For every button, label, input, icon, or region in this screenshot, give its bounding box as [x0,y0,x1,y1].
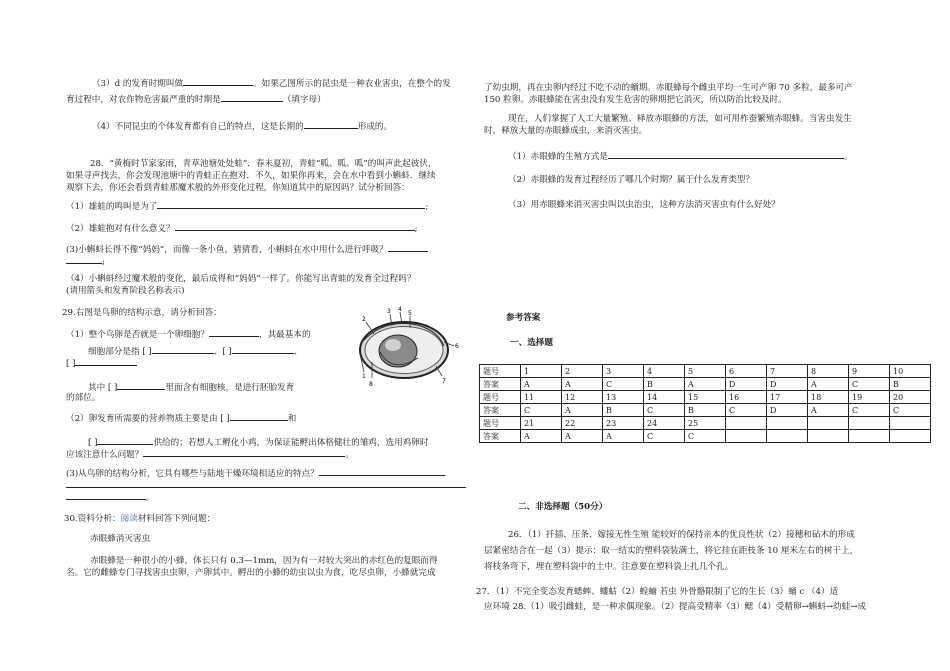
q29-sub1-line1 [66,327,311,341]
table-cell: D [726,378,767,391]
q27-4-text-b: 形成的。 [357,122,393,132]
q29-sub2-line3: 应该注意什么问题？ 。 [66,447,354,461]
answer-26-line2: 层紧密结合在一起（3）提示：取一结实的塑料袋装满土，将它挂在距枝条 10 厘米左右的树干上， [484,546,859,556]
q27-3-text-b: 。如果乙图所示的昆虫是一种农业害虫，在整个的发 [253,79,451,89]
answer-27-line1: 27．（1）不完全变态发育蟋蟀、螻蛄（2）蝗蝻 若虫 外骨骼限制了它的生长（3）蛹 c （4）适 [476,587,839,597]
q30-sub3: （3）用赤眼蜂来消灭害虫叫以虫治虫，这种方法消灭害虫有什么好处？ [508,200,780,210]
table-cell: C [849,378,890,391]
table-cell [890,417,931,430]
q29-1-text-a: （1）整个鸟卵是否就是一个卵细胞？ [66,330,209,340]
table-cell [726,430,767,443]
table-cell: A [808,404,849,417]
table-row [480,430,931,443]
q29-3-text: (3)从鸟卵的结构分析，它具有哪些与陆地干燥环境相适应的特点？ [66,469,319,479]
table-row-header: 题号 [480,391,521,404]
egg-label-1: 1 [362,373,366,380]
q29-2-text-c: [ ] [88,438,98,448]
bird-egg-diagram [352,306,462,388]
table-row-header: 题号 [480,365,521,378]
q30-material-p2: 名。它的雌蜂专门寻找害虫虫卵，产卵其中。孵出的小蜂的幼虫以虫为食，吃尽虫卵，小蜂就完成 [66,568,436,578]
answer-blank[interactable] [230,411,288,421]
q30-material-p1: 赤眼蜂是一种很小的小蜂，体长只有 0.3—1mm，因为有一对较大突出的赤红色的复眼而得 [90,556,438,566]
table-cell [808,430,849,443]
q29-2-text-b: 和 [287,414,297,424]
table-cell [849,417,890,430]
table-cell: A [808,378,849,391]
table-cell: A [562,404,603,417]
q29-1-text-d: 、[ ] [213,347,232,357]
table-row [480,391,931,404]
q27-4-text-a: （4）不同昆虫的个体发育都有自己的特点，这是长期的 [92,122,304,132]
table-cell: 21 [521,417,562,430]
table-cell [890,430,931,443]
q30-text-a: 30.资料分析： [64,514,121,524]
table-cell: 12 [562,391,603,404]
table-cell: 24 [644,417,685,430]
q29-1-text-c: 细胞部分是指 [ ] [88,347,152,357]
table-cell: 10 [890,365,931,378]
answer-blank[interactable] [152,344,214,354]
q28-sub4-line2: (请用箭头和发育阶段名称表示) [66,286,185,296]
table-cell: 1 [521,365,562,378]
table-cell: D [767,378,808,391]
answer-blank[interactable] [75,356,137,366]
q30-material-p3: 了幼虫期，再在虫卵内经过不吃不动的蛹期。赤眼蜂每个雌虫平均一生可产卵 70 多粒，最多可产 [484,83,853,93]
table-cell: 7 [767,365,808,378]
table-cell [767,417,808,430]
table-cell: C [726,404,767,417]
q28-sub4-line1: （4）小蝌蚪经过魔术般的变化，最后成得和“妈妈”一样了。你能写出青蛙的发育全过程吗？ [66,274,416,284]
answer-blank[interactable] [66,490,146,500]
q27-part4 [92,119,392,133]
table-cell: 22 [562,417,603,430]
table-cell: 11 [521,391,562,404]
q30-text-b: 材料回答下列问题： [137,514,216,524]
answer-27-line2: 应环境 28.（1）吸引雌蛙，是一种求偶现象。（2）提高受精率（3）鳃（4）受精卵→蝌蚪→幼蛙→成 [484,602,867,612]
q30-sub1-text: （1）赤眼蜂的生殖方式是 [508,152,608,162]
q30-read-link[interactable]: 阅读 [120,514,138,524]
q28-intro-2: 如果寻声找去，你会发现池塘中的青蛙正在抱对．不久，如果你再来，会在水中看到小蝌蚪．继续 [66,171,436,181]
q28-sub2-text: （2）雄蛙抱对有什么意义？ [66,224,175,234]
q28-sub3-text: (3)小蝌蚪长得不像“妈妈”，而像一条小鱼，猜猜看，小蝌蚪在水中用什么进行呼吸？ [66,245,388,255]
q29-1-text-h: 里面含有细胞核，是进行胚胎发育 [165,383,295,393]
q27-part3-line2 [66,92,326,106]
table-cell [767,430,808,443]
q28-sub1-text: （1）雄蛙的鸣叫是为了 [66,202,158,212]
egg-label-2: 2 [362,316,366,323]
table-cell: B [644,378,685,391]
answer-blank[interactable] [221,92,283,102]
table-cell: 4 [644,365,685,378]
table-cell: C [685,430,726,443]
q27-part3-line1 [92,76,451,90]
egg-label-8: 8 [369,381,373,388]
table-row-header: 答案 [480,430,521,443]
q29-sub1-line3 [66,356,137,370]
table-row [480,378,931,391]
q28-sub2: （2）雄蛙抱对有什么意义？ ; [66,221,418,235]
table-cell [849,430,890,443]
q27-3-text-a: （3）d 的发育时期叫做 [92,79,184,89]
section2-heading: 二、非选择题（50分） [518,502,608,512]
table-cell: C [890,404,931,417]
table-cell: B [685,404,726,417]
table-cell: A [562,378,603,391]
table-cell: 23 [603,417,644,430]
answer-blank[interactable] [388,242,428,252]
table-cell: C [644,404,685,417]
q30-material-title: 赤眼蜂消灭害虫 [90,534,151,544]
table-cell: 25 [685,417,726,430]
table-cell: 17 [767,391,808,404]
yolk [379,335,417,367]
answer-blank[interactable] [304,119,358,129]
egg-label-6: 6 [455,343,459,350]
table-cell: C [644,430,685,443]
q29-1-text-f: [ ] [66,359,76,369]
answer-blank[interactable] [97,435,153,445]
answer-blank[interactable] [608,149,844,159]
table-cell: C [849,404,890,417]
q28-intro-3: 观察下去，你还会看到青蛙那魔术般的外形变化过程，你知道其中的原因吗？试分析回答： [66,183,410,193]
q29-2-text-a: （2）卵发育所需要的营养物质主要是由 [ ] [66,414,230,424]
answer-blank[interactable] [66,478,466,488]
egg-label-7: 7 [442,378,446,385]
table-cell: A [521,378,562,391]
q30-material-p6: 时，释放大量的赤眼蜂成虫，来消灭害虫。 [484,126,648,136]
q29-title: 29.右图是鸟卵的结构示意，请分析回答： [62,308,222,318]
q29-1-text-b: ，其最基本的 [258,330,311,340]
answer-table [479,364,931,443]
table-cell: D [767,404,808,417]
table-cell: C [521,404,562,417]
table-cell: 16 [726,391,767,404]
table-cell: A [685,378,726,391]
q30-sub2: （2）赤眼蜂的发育过程经历了哪几个时期？属于什么发育类型？ [508,175,755,185]
table-cell: B [890,378,931,391]
answer-blank[interactable] [117,380,165,390]
q30-material-p4: 150 粒卵。赤眼蜂能在害虫没有发生危害的卵期把它消灭，所以防治比较及时。 [484,95,787,105]
section1-heading: 一、选择题 [510,338,553,348]
q29-1-text-e: 、 [293,347,303,357]
table-cell: 9 [849,365,890,378]
answer-blank[interactable] [143,447,345,457]
table-cell: 18 [808,391,849,404]
q28-sub3 [66,242,428,256]
table-cell: 3 [603,365,644,378]
table-cell: 6 [726,365,767,378]
table-cell [726,417,767,430]
table-cell: 13 [603,391,644,404]
answer-26-line1: 26．（1）扦插、压条、嫁接无性生殖 能较好的保持亲本的优良性状（2）接穗和砧木的形成 [508,530,855,540]
table-cell [808,417,849,430]
table-row-header: 答案 [480,378,521,391]
q29-2-text-e: 应该注意什么问题？ [66,450,144,460]
table-cell: C [603,378,644,391]
answer-blank[interactable] [232,344,294,354]
answer-26-line3: 将枝条弯下，埋在塑料袋中的土中。注意要在塑料袋上扎几个孔。 [484,562,734,572]
q28-sub1: （1）雄蛙的鸣叫是为了 ; [66,199,428,213]
answer-blank[interactable] [183,76,253,86]
q29-sub2-line1 [66,411,296,425]
q29-sub1-line5: 的部位。 [66,393,101,403]
table-cell: 20 [890,391,931,404]
table-row-header: 答案 [480,404,521,417]
table-cell: B [603,404,644,417]
q28-intro-1: 28．“黄梅时节家家雨，青草池塘处处蛙”．春末夏初，青蛙“呱、呱、呱”的叫声此起彼伏， [90,159,437,169]
q27-3-text-c: 育过程中，对农作物危害最严重的时期是 [66,95,221,105]
table-row [480,365,931,378]
table-cell: A [603,430,644,443]
egg-label-5: 5 [408,310,412,317]
q29-sub1-line4 [88,380,294,394]
q28-sub3-blank-line: ; [66,254,105,268]
table-cell: 2 [562,365,603,378]
table-cell: 8 [808,365,849,378]
table-cell: A [562,430,603,443]
egg-label-3: 3 [387,308,391,315]
q29-2-text-d: 供给的；若想人工孵化小鸡，为保证能孵出体格健壮的雏鸡，选用鸡卵时 [153,438,429,448]
table-row-header: 题号 [480,417,521,430]
q30-sub1: （1）赤眼蜂的生殖方式是 。 [508,149,853,163]
table-cell: 5 [685,365,726,378]
reference-answer-heading: 参考答案 [506,313,541,323]
answer-blank[interactable] [157,199,425,209]
q29-1-text-g: 其中 [ ] [88,383,118,393]
table-cell: A [521,430,562,443]
q30-title-line [64,513,215,525]
q29-sub3-line3: 。 [66,490,155,504]
answer-blank[interactable] [66,254,102,264]
answer-blank[interactable] [319,466,445,476]
answer-blank[interactable] [175,221,415,231]
answer-blank[interactable] [209,327,259,337]
q30-material-p5: 现在，人们掌握了人工大量繁殖、释放赤眼蜂的方法，如可用柞蚕繁殖赤眼蜂。当害虫发生 [508,114,852,124]
table-row [480,404,931,417]
table-cell: 19 [849,391,890,404]
q27-3-text-d: （填字母） [282,95,326,105]
table-cell: 14 [644,391,685,404]
table-row [480,417,931,430]
yolk-highlight [385,339,401,351]
table-cell: 15 [685,391,726,404]
egg-label-4: 4 [398,306,402,313]
answer-table-body [480,365,931,443]
